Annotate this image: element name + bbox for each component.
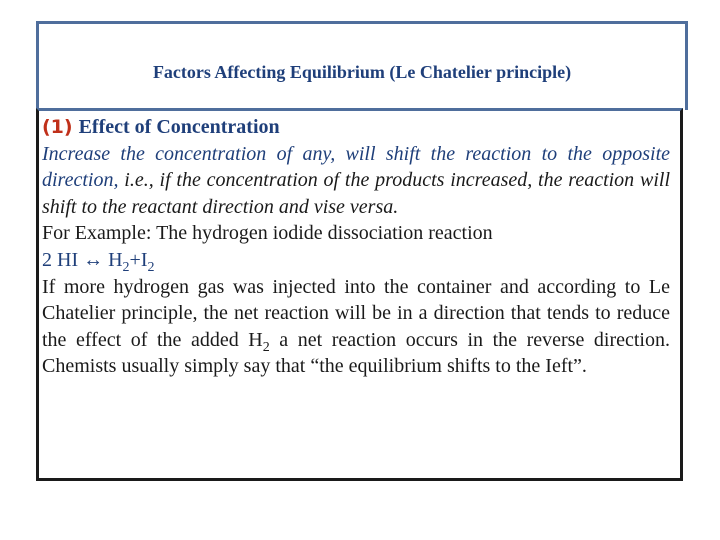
equation-sub-1: 2 xyxy=(122,259,130,275)
section-number: (1) xyxy=(42,116,73,138)
example-label: For Example: The hydrogen iodide dissociation reaction xyxy=(42,222,493,245)
title-box xyxy=(36,21,688,110)
equation-prefix: 2 HI ↔ H xyxy=(42,248,123,271)
explanation-part-2: a net reaction occurs in the reverse direction. Chemists usually simply say that “the equilibrium shifts to the Ieft”. xyxy=(42,328,670,378)
rule-italic-text: Increase the concentration of any, will shift the reaction to the opposite direction, xyxy=(42,142,670,192)
equation-mid: +I xyxy=(129,248,148,271)
equation-sub-2: 2 xyxy=(147,259,155,275)
content-body xyxy=(42,114,670,380)
rule-paragraph xyxy=(42,141,670,221)
rule-continuation: i.e., if the concentration of the products increased, the reaction will shift to the reactant direction and vise versa. xyxy=(42,169,670,218)
section-heading xyxy=(42,114,670,141)
section-heading-text: Effect of Concentration xyxy=(78,116,280,138)
slide-title: Factors Affecting Equilibrium (Le Chatelier principle) xyxy=(152,62,572,82)
explanation-sub: 2 xyxy=(262,339,270,355)
explanation-paragraph xyxy=(42,274,670,380)
reaction-equation xyxy=(42,247,670,274)
explanation-part-1: If more hydrogen gas was injected into the container and according to Le Chatelier principle, the net reaction will be in a direction that tends to reduce the effect of the added H xyxy=(42,275,670,351)
